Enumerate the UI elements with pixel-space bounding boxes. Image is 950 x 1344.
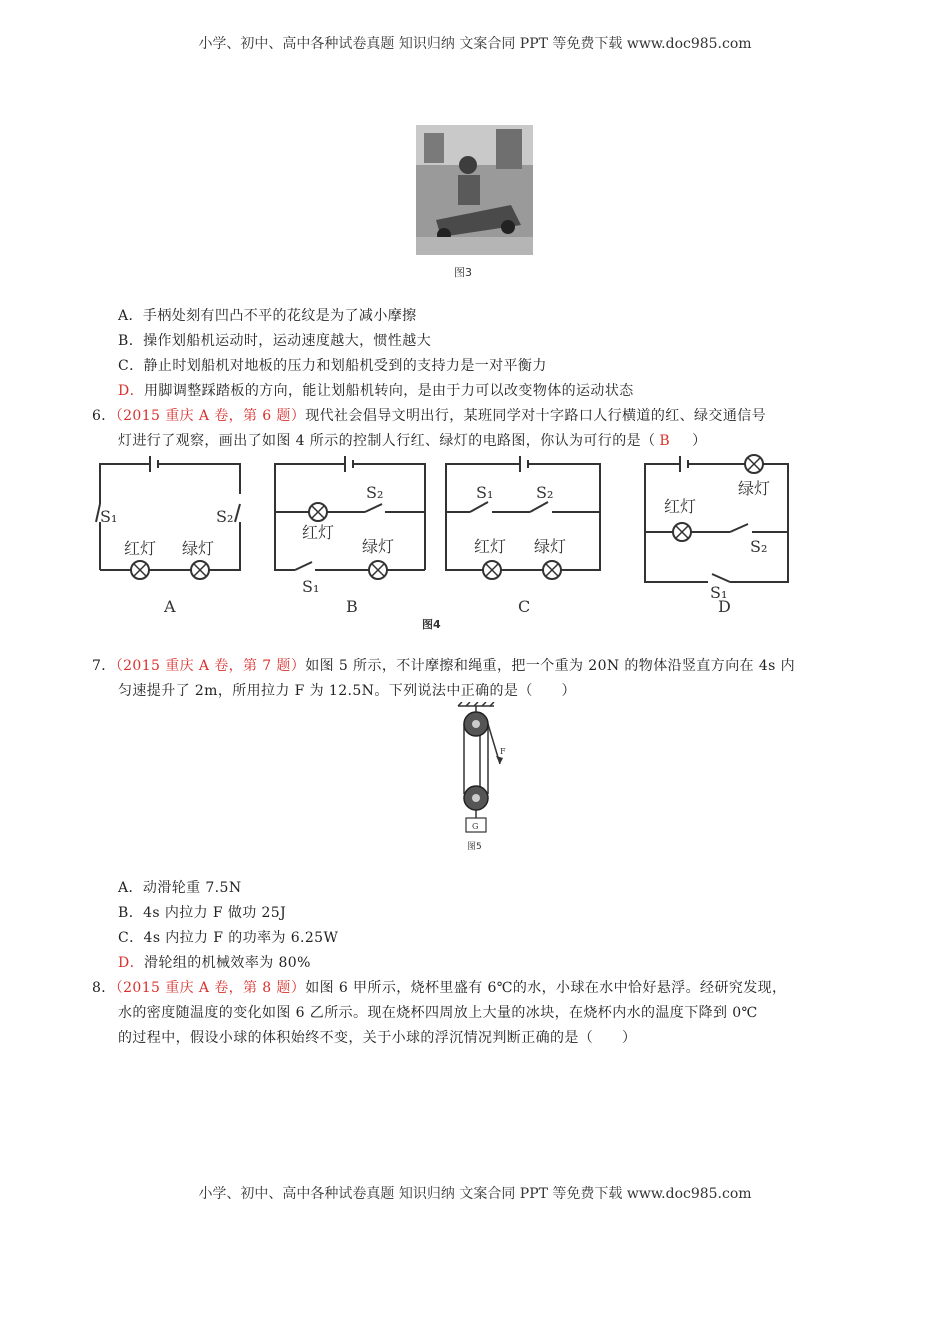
circuit-a-s2: S₂ (216, 507, 234, 526)
q7-option-a: A．动滑轮重 7.5N (118, 880, 242, 896)
circuit-a-label: A (164, 597, 176, 616)
circuit-d-green: 绿灯 (738, 479, 771, 498)
circuit-b-green: 绿灯 (362, 537, 395, 556)
circuit-d-s1: S₁ (710, 583, 728, 602)
circuit-a-green: 绿灯 (182, 539, 215, 558)
circuit-b-s1: S₁ (302, 577, 320, 596)
q7-line1: 7．（2015 重庆 A 卷，第 7 题）如图 5 所示，不计摩擦和绳重，把一个重为 20N 的物体沿竖直方向在 4s 内 (92, 658, 795, 674)
q7-line2: 匀速提升了 2m，所用拉力 F 为 12.5N。下列说法中正确的是（ ） (118, 683, 576, 699)
q6-line1: 6．（2015 重庆 A 卷，第 6 题）现代社会倡导文明出行，某班同学对十字路口人行横道的红、绿交通信号 (92, 408, 767, 424)
q7-option-d: D．滑轮组的机械效率为 80% (118, 955, 311, 971)
q6-line2: 灯进行了观察，画出了如图 4 所示的控制人行红、绿灯的电路图，你认为可行的是（ B ） (118, 433, 707, 449)
option-b: B．操作划船机运动时，运动速度越大，惯性越大 (118, 333, 432, 349)
rowing-machine-photo (416, 125, 533, 255)
circuit-a-s1: S₁ (100, 507, 118, 526)
circuit-b-s2: S₂ (366, 483, 384, 502)
circuit-c-s1: S₁ (476, 483, 494, 502)
circuit-d-s2: S₂ (750, 537, 768, 556)
q8-line3: 的过程中，假设小球的体积始终不变，关于小球的浮沉情况判断正确的是（ ） (118, 1030, 637, 1046)
option-a: A．手柄处刻有凹凸不平的花纹是为了减小摩擦 (118, 308, 417, 324)
circuit-a-red: 红灯 (124, 539, 157, 558)
page-footer: 小学、初中、高中各种试卷真题 知识归纳 文案合同 PPT 等免费下载 www.doc985.com (198, 1186, 752, 1202)
weight-label: G (472, 822, 479, 831)
circuit-b-red: 红灯 (302, 523, 335, 542)
force-label: F (500, 747, 506, 756)
q8-line2: 水的密度随温度的变化如图 6 乙所示。现在烧杯四周放上大量的冰块，在烧杯内水的温度下降到 0℃ (118, 1005, 758, 1021)
circuit-b-label: B (346, 597, 358, 616)
circuit-c-s2: S₂ (536, 483, 554, 502)
circuit-diagrams (90, 452, 800, 622)
fig3-caption: 图3 (454, 266, 472, 279)
fig4-caption: 图4 (422, 618, 441, 631)
option-d: D．用脚调整踩踏板的方向，能让划船机转向，是由于力可以改变物体的运动状态 (118, 383, 634, 399)
option-c: C．静止时划船机对地板的压力和划船机受到的支持力是一对平衡力 (118, 358, 547, 374)
circuit-d-red: 红灯 (664, 497, 697, 516)
pulley-diagram (450, 702, 510, 850)
fig5-caption: 图5 (467, 842, 482, 852)
q7-option-c: C．4s 内拉力 F 的功率为 6.25W (118, 930, 339, 946)
q8-line1: 8．（2015 重庆 A 卷，第 8 题）如图 6 甲所示，烧杯里盛有 6℃的水，小球在水中恰好悬浮。经研究发现， (92, 980, 787, 996)
circuit-d-label: D (718, 597, 731, 616)
circuit-c-label: C (518, 597, 531, 616)
circuit-c-green: 绿灯 (534, 537, 567, 556)
circuit-c-red: 红灯 (474, 537, 507, 556)
q7-option-b: B．4s 内拉力 F 做功 25J (118, 905, 287, 921)
page-header: 小学、初中、高中各种试卷真题 知识归纳 文案合同 PPT 等免费下载 www.doc985.com (198, 36, 752, 52)
